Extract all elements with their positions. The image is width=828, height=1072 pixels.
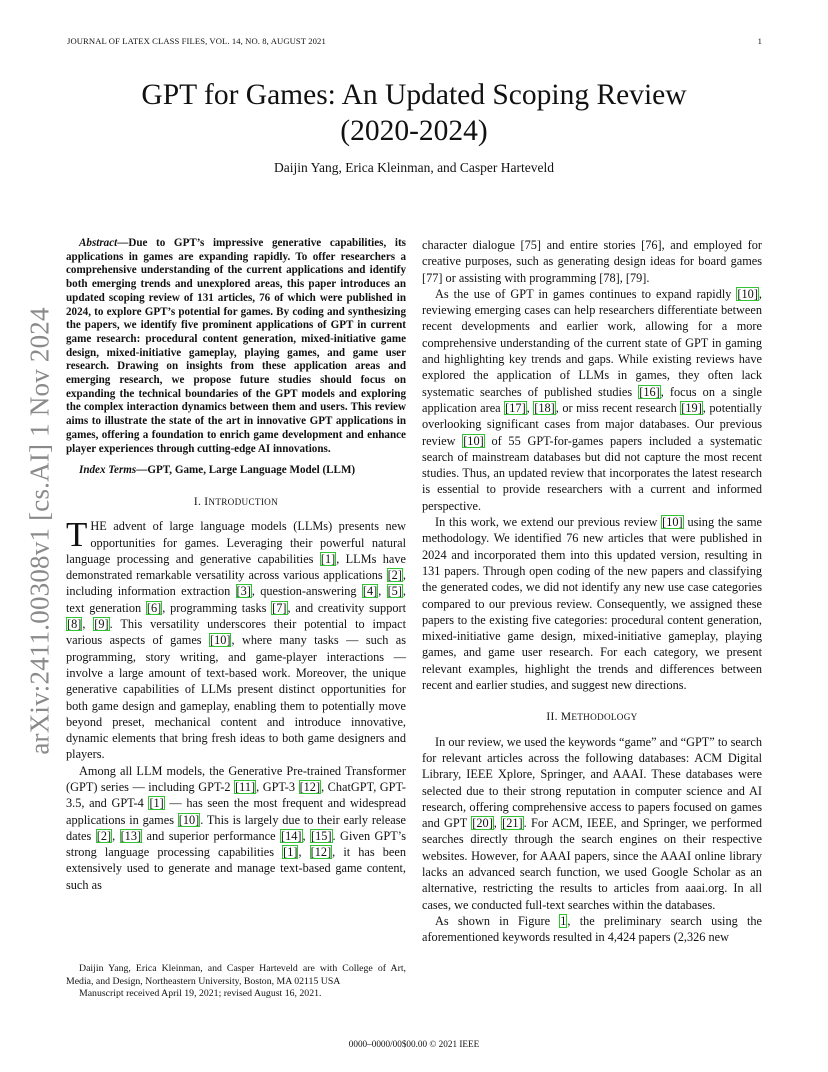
section-heading-number: I. I [193,495,209,508]
citation-link[interactable]: [19] [681,400,702,415]
running-header [67,36,762,46]
footnote-affiliation: Daijin Yang, Erica Kleinman, and Casper Harteveld are with College of Art, Media, and Design, Northeastern University, Boston, MA 02115 USA [66,963,406,987]
citation-link[interactable]: [10] [662,515,683,530]
section-heading-number: II. M [546,711,572,724]
paragraph-text: , ChatGPT, GPT-3.5, and GPT-4 [66,780,406,811]
paragraph-text: . Given GPT’s strong language processing capabilities [66,828,406,860]
page-number: 1 [757,36,762,46]
citation-link[interactable]: [3] [236,584,251,599]
paragraph-text: , programming tasks [162,600,272,615]
paragraph-text: , [82,617,94,632]
citation-link[interactable]: [12] [299,780,321,794]
section-heading-rest: ETHODOLOGY [571,712,638,723]
method-paragraph-1 [422,734,762,913]
citation-link[interactable]: [16] [639,384,660,399]
paragraph-text: As shown in Figure [435,913,560,928]
citation-link[interactable]: [18] [534,400,555,415]
index-terms [66,464,406,478]
intro-p1-content [66,515,406,762]
paragraph-text: , where many tasks — such as programming, story writing, and game-player interactions — involve a large amount of text-based work. Moreover, the unique generative capabilities of LLMs present distinct opportunities for both game design and gameplay, enabling them to potentially move beyond preset, mechanical content and introduce innovative, dynamic elements that bring fresh ideas to both game designers and players. [66,633,406,762]
paragraph-text: using the same methodology. We identified 76 new articles that were published in 2024 and incorporated them into this updated version, resulting in 131 papers. Through open coding of the new papers and classifying the generated codes, we did not identify any new use case categories compared to our previous review. Consequently, we assigned these papers to the existing five categories: procedural content generation, mixed-initiative game design, mixed-initiative gameplay, playing games, and game user research. For each category, we present relevant examples, highlight the trends and differences between recent and earlier studies, and suggest new directions. [422,515,762,693]
section-heading-rest: NTRODUCTION [208,496,279,507]
paragraph-text: As the use of GPT in games continues to expand rapidly [435,286,737,301]
paragraph-text: , or miss recent research [555,400,681,415]
drop-cap: T [66,515,88,555]
paragraph-text: and superior performance [142,828,281,843]
citation-link[interactable]: [5] [387,584,402,599]
citation-link[interactable]: [15] [311,828,332,843]
section-heading-introduction [66,494,406,510]
left-column [66,237,406,893]
paper-title [70,77,758,149]
paragraph-text: of 55 GPT-for-games papers included a systematic search of mainstream databases but did not capture the most recent studies. Thus, an updated review that incorporates the latest research is essential to provide researchers with a current and informed perspective. [422,433,762,513]
citation-link[interactable]: [10] [737,286,758,301]
paragraph-text: . This is largely due to their early release dates [66,812,406,843]
citation-link[interactable]: 1 [560,913,567,928]
section-heading-methodology [422,709,762,725]
copyright-line: 0000–0000/00$00.00 © 2021 IEEE [348,1039,480,1049]
paragraph-text: , it has been extensively used to generate and manage text-based game content, such as [66,845,406,892]
paragraph-text: , [378,584,387,599]
citation-link[interactable]: [9] [94,617,109,632]
title-line-1: GPT for Games: An Updated Scoping Review [141,79,687,111]
citation-link[interactable]: [8] [67,617,82,632]
paragraph-text: , [526,400,534,415]
paragraph-text: , including information extraction [66,568,406,599]
citation-link[interactable]: [20] [472,816,493,831]
paragraph-text: Among all LLM models, the Generative Pre-trained Transformer (GPT) series — including GPT-2 [66,763,406,794]
paragraph-text: In this work, we extend our previous review [435,515,662,530]
paragraph-text: , text generation [66,584,406,615]
intro-paragraph-4 [422,286,762,514]
paragraph-text: — has seen the most frequent and widespread applications in games [66,796,406,827]
abstract [66,237,406,456]
citation-link[interactable]: [1] [149,796,164,811]
paragraph-text: . This versatility underscores their potential to impact various aspects of games [66,617,406,648]
abstract-label: Abstract [79,237,118,249]
intro-paragraph-3: character dialogue [75] and entire stories [76], and employed for creative purposes, such as generating design ideas for board games [77] or assisting with programming [78], [79]. [422,238,762,285]
right-column [422,237,762,945]
paragraph-text: , LLMs have demonstrated remarkable versatility across various applications [66,551,406,583]
paragraph-text: , GPT-3 [256,780,299,794]
arxiv-stamp-text: arXiv:2411.00308v1 [cs.AI] 1 Nov 2024 [24,307,55,755]
citation-link[interactable]: [7] [272,600,287,615]
citation-link[interactable]: [2] [387,568,402,583]
journal-name: JOURNAL OF LATEX CLASS FILES, VOL. 14, NO. 8, AUGUST 2021 [67,36,326,46]
paragraph-text: , [112,828,120,843]
intro-paragraph-2 [66,763,406,893]
citation-link[interactable]: [6] [146,600,162,615]
citation-link[interactable]: [17] [505,400,526,415]
author-footnote [66,963,406,1001]
paragraph-text: , [493,816,502,831]
paragraph-text: , the preliminary search using the aforementioned keywords resulted in 4,424 papers (2,326 new [422,913,762,945]
arxiv-stamp[interactable] [20,296,60,766]
citation-link[interactable]: [10] [178,812,200,827]
paragraph-text: , focus on a single application area [422,384,762,415]
citation-link[interactable]: [14] [281,828,302,843]
paragraph-text: In our review, we used the keywords “game” and “GPT” to search for relevant articles across the following databases: ACM Digital Library, IEEE Xplore, Springer, and AAAI. These databases were selected due to their strong reputation in computer science and AI research, offering comprehensive access to papers focused on games and GPT [422,734,762,831]
citation-link[interactable]: [4] [362,584,378,599]
index-terms-text: —GPT, Game, Large Language Model (LLM) [136,464,356,477]
intro-paragraph-1 [66,515,406,762]
paragraph-text: , potentially overlooking significant cases from major databases. Our previous review [422,400,762,448]
citation-link[interactable]: [21] [502,816,523,831]
citation-link[interactable]: [13] [120,828,142,843]
abstract-text: —Due to GPT’s impressive generative capabilities, its applications in games are expanding rapidly. To offer researchers a comprehensive understanding of the current applications and identify both emerging trends and unexplored areas, this paper introduces an updated scoping review of 131 articles, 76 of which were published in 2024, to explore GPT’s potential for games. By coding and synthesizing the papers, we identify five prominent applications of GPT in current game research: procedural content generation, mixed-initiative game design, mixed-initiative gameplay, playing games, and game user research. Drawing on insights from these application areas and emerging research, we propose future studies should focus on expanding the technical boundaries of the GPT models and exploring the complex interaction dynamics between them and users. This review aims to illustrate the state of the art in innovative GPT applications in games, offering a foundation to enrich game development and enhance player experiences through cutting-edge AI innovations. [66,237,406,455]
title-line-2: (2020-2024) [340,115,488,147]
paragraph-text: , reviewing emerging cases can help researchers differentiate between recent developments and earlier work, allowing for a more comprehensive understanding of the current state of GPT in gaming and highlighting key trends and gaps. While existing reviews have explored the application of LLMs in games, they often lack systematic searches of published studies [422,286,762,399]
author-list: Daijin Yang, Erica Kleinman, and Casper Harteveld [273,160,555,175]
paragraph-text: , [302,828,311,843]
citation-link[interactable]: [2] [96,828,112,843]
method-paragraph-2 [422,913,762,946]
footnote-manuscript: Manuscript received April 19, 2021; revised August 16, 2021. [79,988,322,999]
intro-paragraph-5 [422,514,762,693]
paragraph-text: , question-answering [251,584,362,599]
citation-link[interactable]: [1] [320,551,336,566]
paragraph-text: HE advent of large language models (LLMs) presents new opportunities for games. Leveraging their powerful natural language processing and generative capabilities [66,519,406,566]
paragraph-text: , [298,845,310,860]
citation-link[interactable]: [12] [310,845,332,860]
citation-link[interactable]: [1] [283,845,298,860]
citation-link[interactable]: [10] [463,433,484,448]
paragraph-text: , and creativity support [287,600,406,615]
paragraph-text: . For ACM, IEEE, and Springer, we performed searches directly through the search engines on their respective websites. However, for AAAI papers, since the AAAI online library lacks an advanced search function, we used Google Scholar as an alternative, restricting the results to articles from aaai.org. In all cases, we conducted full-text searches within the databases. [422,816,762,912]
citation-link[interactable]: [11] [235,780,256,794]
index-terms-label: Index Terms [79,464,137,477]
citation-link[interactable]: [10] [209,633,231,648]
